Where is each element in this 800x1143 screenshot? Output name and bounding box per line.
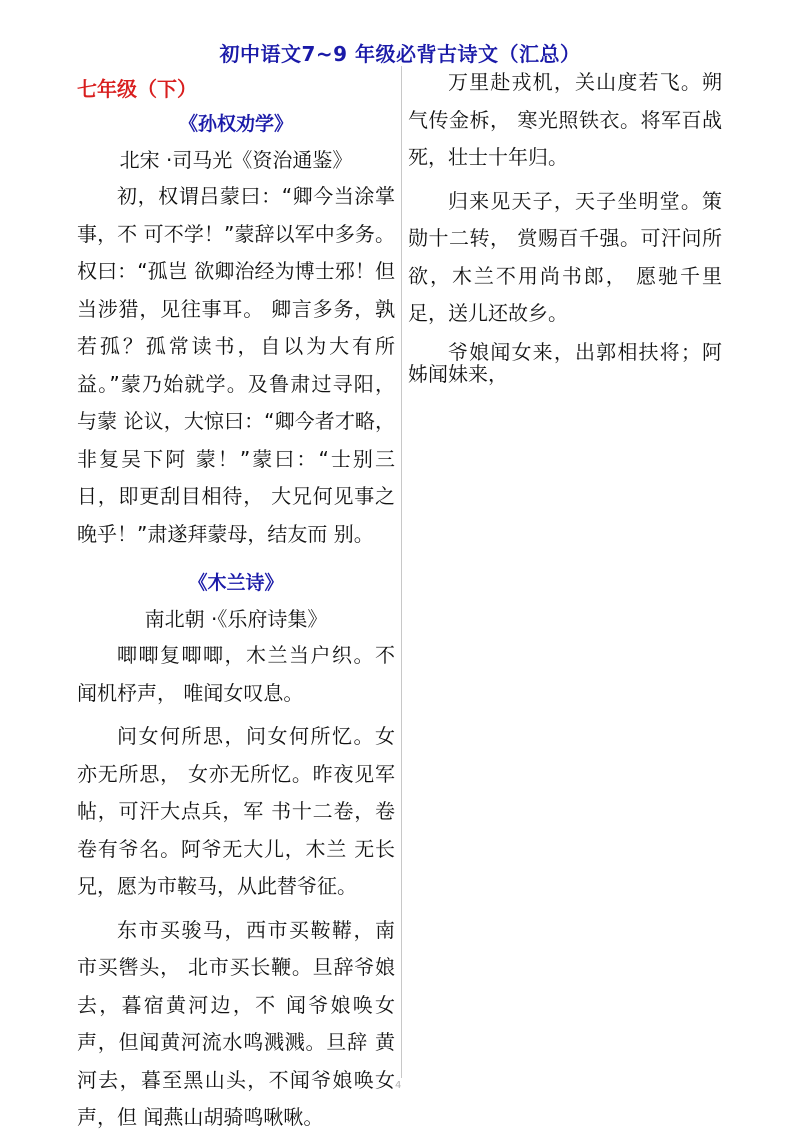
page-number: 4 [395,1080,402,1091]
poem-source: 南北朝 ·《乐府诗集》 [144,607,328,631]
right-column [408,64,722,391]
poem-paragraph: 爷娘闻女来，出郭相扶将；阿姊闻妹来， [408,339,722,386]
poem-sun-quan-quan-xue [77,106,395,553]
left-column [77,72,395,1143]
grade-heading: 七年级（下） [77,77,197,101]
column-divider [401,66,402,1078]
document-title: 初中语文7~9 年级必背古诗文（汇总） [219,42,581,66]
poem-paragraph: 东市买骏马，西市买鞍鞯，南市买辔头， 北市买长鞭。旦辞爷娘去，暮宿黄河边，不 闻爷娘唤女声，但闻黄河流水鸣溅溅。旦辞 黄河去，暮至黑山头，不闻爷娘唤女声，但 闻燕山胡骑鸣啾啾。 [77,917,395,1129]
poem-paragraph: 唧唧复唧唧，木兰当户织。不闻机杼声， 唯闻女叹息。 [77,643,395,705]
poem-source: 北宋 ·司马光《资治通鉴》 [119,148,353,172]
poem-paragraph: 归来见天子，天子坐明堂。策勋十二转， 赏赐百千强。可汗问所欲，木兰不用尚书郎， 愿驰千里足，送儿还故乡。 [408,188,722,325]
poem-title: 《孙权劝学》 [178,113,293,135]
poem-title: 《木兰诗》 [188,572,284,594]
poem-mulan-shi [77,565,395,1137]
poem-paragraph: 万里赴戎机，关山度若飞。朔气传金柝， 寒光照铁衣。将军百战死，壮士十年归。 [408,70,722,169]
poem-paragraph: 问女何所思，问女何所忆。女亦无所思， 女亦无所忆。昨夜见军帖，可汗大点兵，军 书十二卷，卷卷有爷名。阿爷无大儿，木兰 无长兄，愿为市鞍马，从此替爷征。 [77,724,395,898]
poem-paragraph: 初，权谓吕蒙曰：“卿今当涂掌事，不 可不学！”蒙辞以军中多务。权曰：“孤岂 欲卿治经为博士邪！但当涉猎，见往事耳。 卿言多务，孰若孤？孤常读书，自以为大有所益。”蒙乃始就学。及鲁肃过寻阳，与蒙 论议，大惊曰：“卿今者才略，非复吴下阿 蒙！”蒙曰：“士别三日，即更刮目相待， 大兄何见事之晚乎！”肃遂拜蒙母，结友而 别。 [77,184,395,546]
